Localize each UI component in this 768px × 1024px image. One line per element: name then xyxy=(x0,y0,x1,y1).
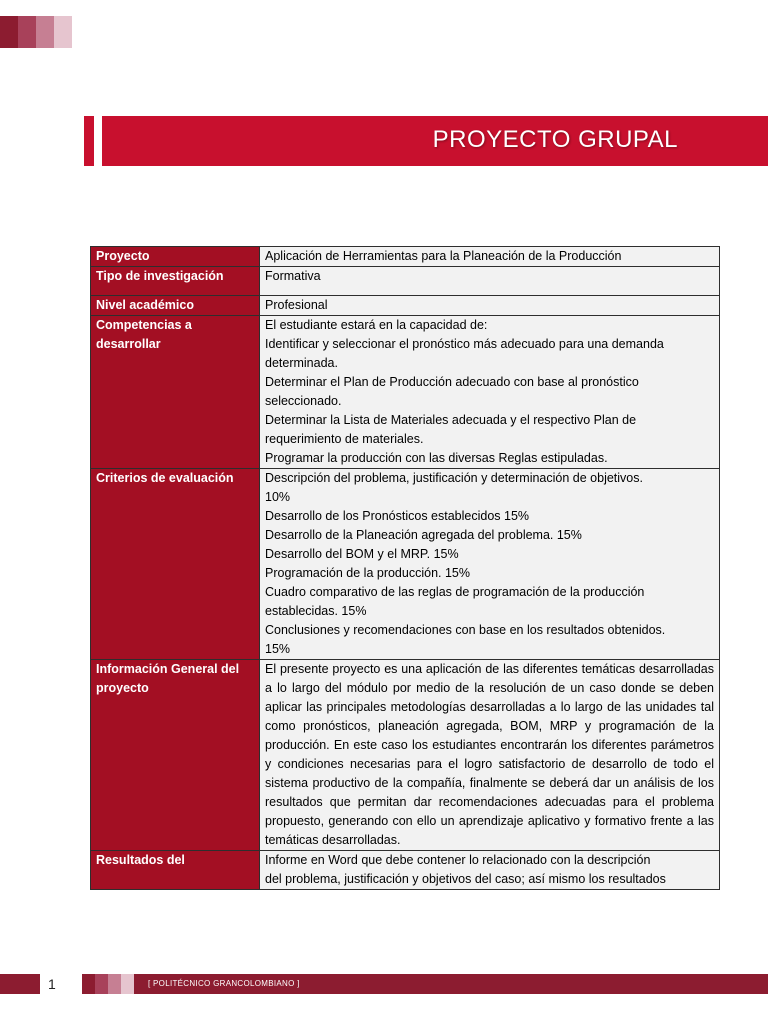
value-line: Descripción del problema, justificación y determinación de objetivos. xyxy=(265,471,643,485)
row-value xyxy=(260,267,720,296)
value-line: seleccionado. xyxy=(265,394,342,408)
row-value xyxy=(260,851,720,890)
row-label: Resultados del xyxy=(91,851,260,890)
corner-square-2 xyxy=(18,16,36,48)
value-line: requerimiento de materiales. xyxy=(265,432,424,446)
corner-square-4 xyxy=(54,16,72,48)
title-accent-bar xyxy=(84,116,94,166)
value-line: Desarrollo de los Pronósticos establecidos 15% xyxy=(265,509,530,523)
row-value xyxy=(260,296,720,316)
row-label xyxy=(91,660,260,851)
value-line: Desarrollo del BOM y el MRP. 15% xyxy=(265,547,459,561)
row-value xyxy=(260,247,720,267)
row-value xyxy=(260,316,720,469)
table-row-tipo-investigacion xyxy=(91,267,720,296)
label-line: Competencias a xyxy=(96,318,192,332)
row-label: Tipo de investigación xyxy=(91,267,260,296)
footer-square-2 xyxy=(95,974,108,994)
table-row-proyecto xyxy=(91,247,720,267)
row-label xyxy=(91,316,260,469)
value-line: Cuadro comparativo de las reglas de programación de la producción xyxy=(265,585,645,599)
table-row-criterios xyxy=(91,469,720,660)
value-line: Determinar la Lista de Materiales adecuada y el respectivo Plan de xyxy=(265,413,637,427)
footer-square-3 xyxy=(108,974,121,994)
table-row-nivel-academico xyxy=(91,296,720,316)
value-line: Programación de la producción. 15% xyxy=(265,566,470,580)
label-line: desarrollar xyxy=(96,337,161,351)
label-line: Información General del xyxy=(96,662,240,676)
project-info-table xyxy=(90,246,720,890)
row-value: El presente proyecto es una aplicación de las diferentes temáticas desarrolladas a lo largo del módulo por medio de la resolución de un caso donde se deben aplicar las principales metodologías desarrolladas a lo largo de las unidades tal como pronósticos, planeación agregada, BOM, MRP y programación de la producción. En este caso los estudiantes encontrarán los diferentes parámetros y condiciones necesarias para el logro satisfactorio de desarrollo de todo el sistema productivo de la compañía, finalmente se deberá dar un análisis de los resultados que permitan dar recomendaciones adecuadas para el problema propuesto, generando con ello un aprendizaje aplicativo y formativo frente a las temáticas desarrolladas. xyxy=(260,660,720,851)
value-line: Informe en Word que debe contener lo relacionado con la descripción xyxy=(265,853,651,867)
value-line: Formativa xyxy=(265,269,321,283)
corner-decoration-squares xyxy=(0,16,72,48)
value-line: Determinar el Plan de Producción adecuado con base al pronóstico xyxy=(265,375,639,389)
value-line: Identificar y seleccionar el pronóstico más adecuado para una demanda xyxy=(265,337,664,351)
page-footer xyxy=(0,974,768,994)
value-line: Aplicación de Herramientas para la Planeación de la Producción xyxy=(265,249,622,263)
corner-square-3 xyxy=(36,16,54,48)
title-bar xyxy=(102,116,768,166)
value-line: El estudiante estará en la capacidad de: xyxy=(265,318,488,332)
row-label: Criterios de evaluación xyxy=(91,469,260,660)
value-line: 10% xyxy=(265,490,291,504)
footer-square-4 xyxy=(121,974,134,994)
label-line: proyecto xyxy=(96,681,149,695)
table-row-informacion-general xyxy=(91,660,720,851)
value-line: Conclusiones y recomendaciones con base en los resultados obtenidos. xyxy=(265,623,666,637)
table-row-resultados xyxy=(91,851,720,890)
page-title: PROYECTO GRUPAL xyxy=(432,126,678,153)
row-label: Proyecto xyxy=(91,247,260,267)
row-value xyxy=(260,469,720,660)
footer-decoration-squares xyxy=(82,974,134,994)
value-line: del problema, justificación y objetivos del caso; así mismo los resultados xyxy=(265,872,666,886)
corner-square-1 xyxy=(0,16,18,48)
title-banner xyxy=(84,116,768,166)
row-label: Nivel académico xyxy=(91,296,260,316)
footer-accent-bar xyxy=(0,974,40,994)
value-line: determinada. xyxy=(265,356,338,370)
value-line: Profesional xyxy=(265,298,328,312)
value-line: establecidas. 15% xyxy=(265,604,367,618)
page-number: 1 xyxy=(48,976,56,992)
value-line: 15% xyxy=(265,642,291,656)
footer-institution: [ POLITÉCNICO GRANCOLOMBIANO ] xyxy=(148,979,300,988)
value-line: Desarrollo de la Planeación agregada del problema. 15% xyxy=(265,528,582,542)
table-row-competencias xyxy=(91,316,720,469)
value-line: Programar la producción con las diversas Reglas estipuladas. xyxy=(265,451,608,465)
footer-square-1 xyxy=(82,974,95,994)
